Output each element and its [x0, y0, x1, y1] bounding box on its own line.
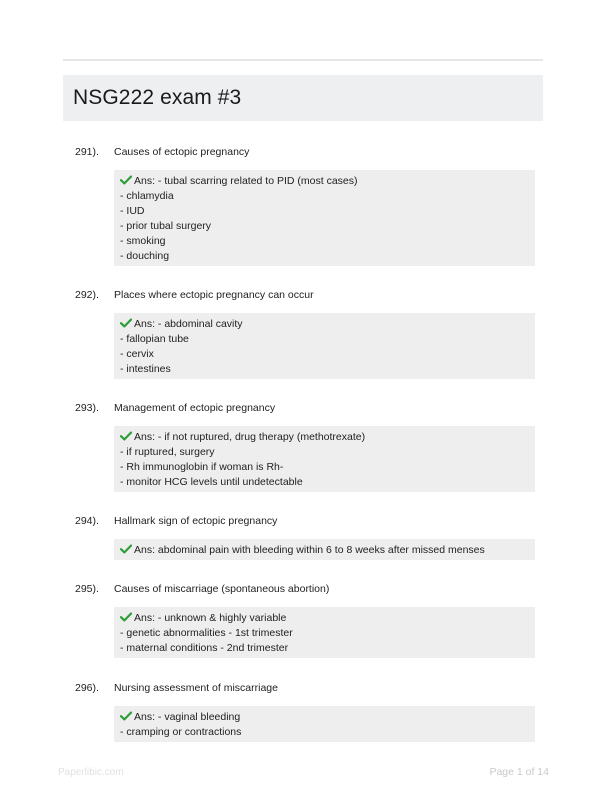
check-icon — [120, 544, 132, 554]
answer-box — [114, 706, 535, 742]
footer-watermark: Paperlibic.com — [58, 767, 124, 778]
answer-box — [114, 170, 535, 266]
question-text: Nursing assessment of miscarriage — [114, 682, 278, 694]
answer-line: Ans: abdominal pain with bleeding within 6 to 8 weeks after missed menses — [120, 543, 529, 558]
answer-box — [114, 539, 535, 560]
question-number: 296). — [75, 682, 99, 694]
answer-line: - IUD — [120, 205, 145, 217]
check-icon — [120, 431, 132, 441]
question-text: Hallmark sign of ectopic pregnancy — [114, 515, 278, 527]
question-number: 295). — [75, 583, 99, 595]
answer-line: - douching — [120, 250, 170, 262]
answer-line: - prior tubal surgery — [120, 220, 212, 232]
question-text: Causes of ectopic pregnancy — [114, 146, 250, 158]
answer-line: Ans: - abdominal cavity — [120, 317, 529, 332]
answer-box — [114, 313, 535, 379]
question-text: Places where ectopic pregnancy can occur — [114, 289, 314, 301]
question-item — [75, 515, 535, 556]
page-title: NSG222 exam #3 — [73, 86, 242, 109]
answer-box — [114, 426, 535, 492]
question-item — [75, 289, 535, 375]
question-number: 294). — [75, 515, 99, 527]
answer-line: - genetic abnormalities - 1st trimester — [120, 627, 293, 639]
answer-line: Ans: - tubal scarring related to PID (most cases) — [120, 174, 529, 189]
answer-line: - monitor HCG levels until undetectable — [120, 476, 303, 488]
answer-line: Ans: - unknown & highly variable — [120, 611, 529, 626]
question-number: 291). — [75, 146, 99, 158]
top-rule — [63, 59, 543, 61]
question-text: Causes of miscarriage (spontaneous abortion) — [114, 583, 330, 595]
question-item — [75, 682, 535, 738]
check-icon — [120, 711, 132, 721]
question-number: 292). — [75, 289, 99, 301]
check-icon — [120, 175, 132, 185]
answer-box — [114, 607, 535, 658]
page-number: Page 1 of 14 — [489, 766, 549, 778]
title-band — [63, 75, 543, 121]
check-icon — [120, 318, 132, 328]
answer-line: - chlamydia — [120, 190, 174, 202]
answer-line: - maternal conditions - 2nd trimester — [120, 642, 289, 654]
answer-line: - intestines — [120, 363, 171, 375]
answer-line: - fallopian tube — [120, 333, 189, 345]
answer-line: - Rh immunoglobin if woman is Rh- — [120, 461, 284, 473]
question-item — [75, 402, 535, 488]
check-icon — [120, 612, 132, 622]
question-text: Management of ectopic pregnancy — [114, 402, 276, 414]
answer-line: - cervix — [120, 348, 154, 360]
answer-line: - smoking — [120, 235, 166, 247]
question-item — [75, 146, 535, 262]
question-item — [75, 583, 535, 654]
question-number: 293). — [75, 402, 99, 414]
answer-line: - cramping or contractions — [120, 726, 242, 738]
answer-line: Ans: - if not ruptured, drug therapy (methotrexate) — [120, 430, 529, 445]
answer-line: Ans: - vaginal bleeding — [120, 710, 529, 725]
answer-line: - if ruptured, surgery — [120, 446, 215, 458]
